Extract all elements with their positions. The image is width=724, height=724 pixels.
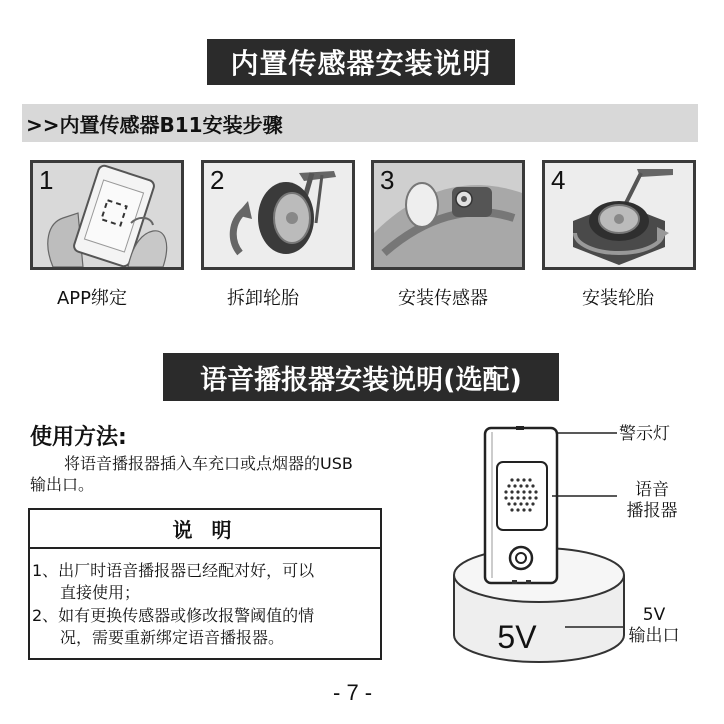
section-title-sensor: 内置传感器安装说明: [207, 39, 515, 85]
wheel-install-illustration: [545, 163, 693, 267]
step-number: 2: [210, 165, 225, 195]
section-title-voice: 语音播报器安装说明(选配): [163, 353, 559, 401]
callout-usb-port: [622, 605, 686, 647]
usage-text: [30, 453, 430, 495]
page-number: - 7 -: [333, 680, 373, 705]
usage-line-1: 将语音播报器插入车充口或点烟器的USB: [64, 454, 353, 473]
step-3-image: [371, 160, 525, 270]
note-item-1-line-1: 1、出厂时语音播报器已经配对好，可以: [32, 561, 315, 580]
step-4-image: [542, 160, 696, 270]
note-box: [28, 508, 382, 660]
usage-line-2: 输出口。: [30, 475, 95, 494]
callout-port-line-1: 5V: [642, 605, 666, 625]
callout-speaker-line-1: 语音: [635, 480, 669, 500]
note-item-1-line-2: 直接使用；: [60, 583, 141, 602]
step-4-label: 安装轮胎: [582, 288, 654, 309]
phone-hand-illustration: [33, 163, 181, 267]
step-3-label: 安装传感器: [398, 288, 488, 309]
sensor-install-illustration: [374, 163, 522, 267]
callout-port-line-2: 输出口: [628, 626, 680, 646]
note-item-2: [32, 605, 380, 649]
note-item-1: [32, 560, 380, 604]
callout-speaker-line-2: 播报器: [626, 501, 678, 521]
step-2-label: 拆卸轮胎: [227, 288, 299, 309]
note-item-2-line-2: 况，需要重新绑定语音播报器。: [60, 628, 285, 647]
callout-warning-light: 警示灯: [619, 424, 670, 444]
step-1-image: [30, 160, 184, 270]
step-number: 4: [551, 165, 566, 195]
step-number: 3: [380, 165, 395, 195]
usage-title: 使用方法:: [30, 425, 127, 450]
note-title: 说 明: [30, 510, 380, 549]
note-item-2-line-1: 2、如有更换传感器或修改报警阈值的情: [32, 606, 315, 625]
steps-header: >>内置传感器B11安装步骤: [22, 104, 698, 142]
step-number: 1: [39, 165, 54, 195]
base-5v-label: 5V: [497, 619, 537, 655]
step-1-label: APP绑定: [56, 288, 128, 309]
wheel-removal-illustration: [204, 163, 352, 267]
step-2-image: [201, 160, 355, 270]
callout-speaker: [620, 480, 684, 522]
